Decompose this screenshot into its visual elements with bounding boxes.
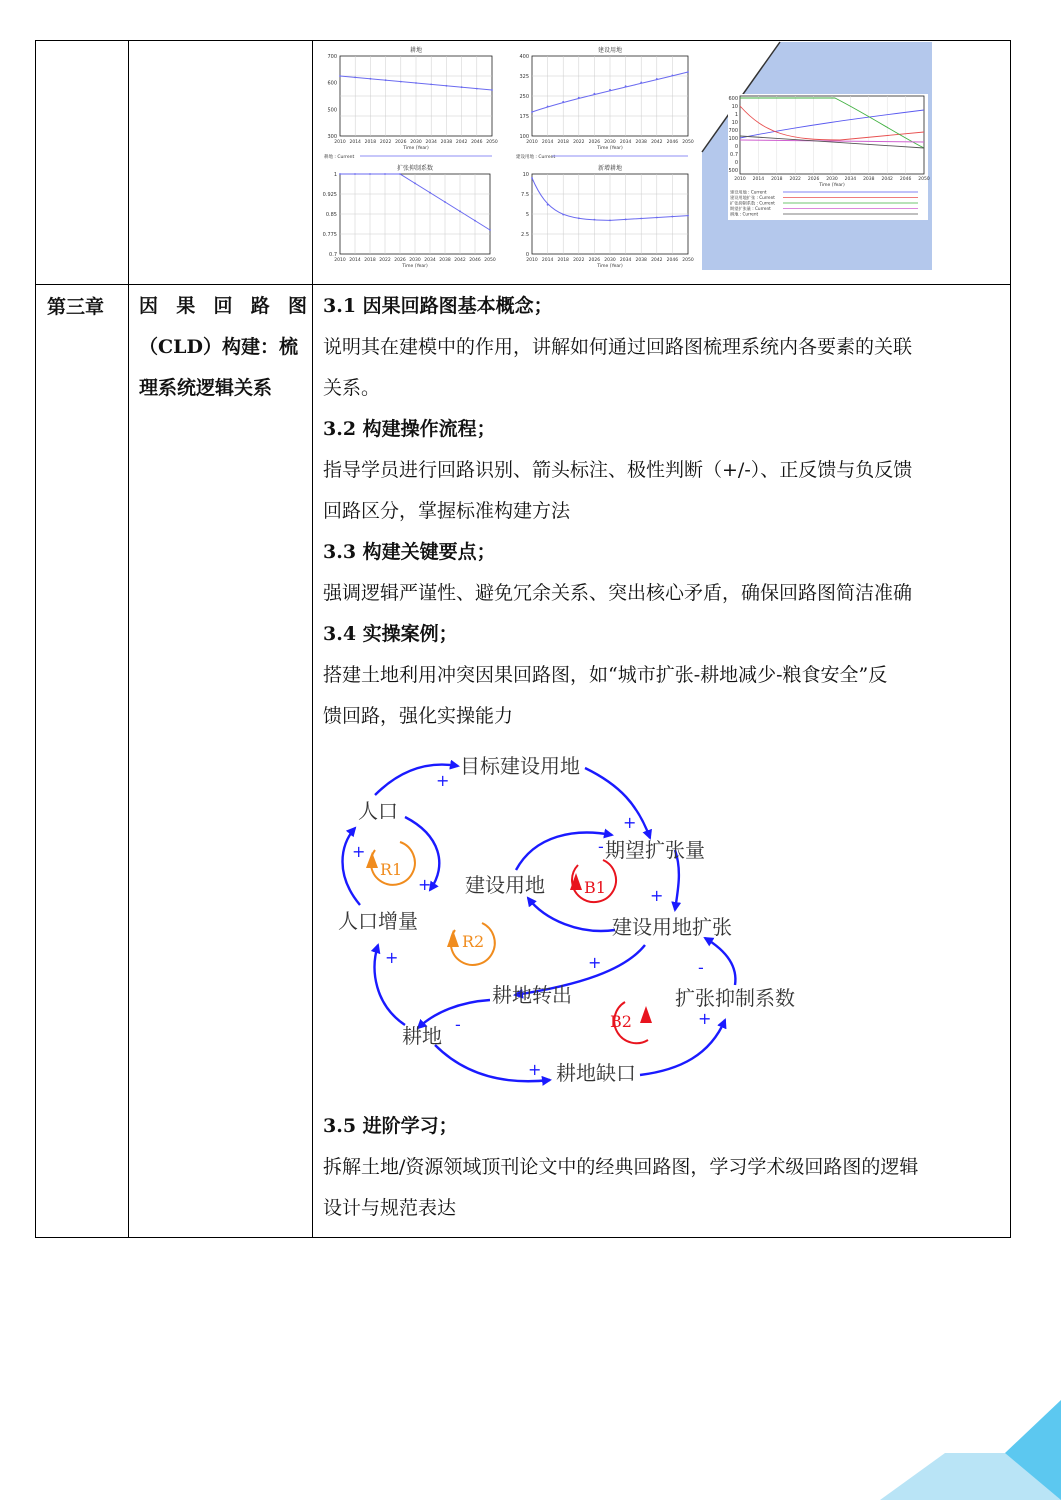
legend-label: 扩张抑制系数 : Current bbox=[730, 200, 775, 206]
series-point bbox=[687, 215, 689, 217]
legend-label: 建设用地 : Current bbox=[516, 155, 556, 160]
advanced-section bbox=[323, 1106, 1003, 1229]
y-tick-label: 7.5 bbox=[521, 192, 529, 198]
series-point bbox=[547, 105, 549, 107]
x-tick-label: 2022 bbox=[379, 140, 392, 145]
x-tick-label: 2038 bbox=[635, 258, 647, 263]
node-population-growth: 人口增量 bbox=[338, 909, 418, 933]
x-tick-label: 2042 bbox=[455, 140, 468, 145]
y-tick-label: 500 bbox=[327, 107, 337, 114]
x-axis-label: Time (Year) bbox=[597, 264, 623, 269]
node-population: 人口 bbox=[358, 799, 398, 823]
node-target-land: 目标建设用地 bbox=[460, 754, 580, 778]
link-expand-built bbox=[528, 898, 615, 931]
section-heading: 3.4 实操案例； bbox=[323, 623, 458, 645]
y-tick-label: 300 bbox=[327, 134, 337, 140]
x-tick-label: 2010 bbox=[526, 258, 538, 263]
table-border-right bbox=[1010, 40, 1011, 1238]
series-point bbox=[446, 85, 448, 87]
x-tick-label: 2030 bbox=[604, 258, 616, 263]
x-tick-label: 2046 bbox=[899, 177, 912, 182]
chart-title: 扩张抑制系数 bbox=[396, 165, 434, 172]
sign-plus: + bbox=[698, 1009, 712, 1028]
section-body: 关系。 bbox=[323, 377, 381, 399]
loop-r1 bbox=[366, 842, 415, 885]
x-tick-label: 2010 bbox=[734, 177, 746, 182]
y-tick-label: 10 bbox=[731, 120, 738, 126]
y-tick-label: 5 bbox=[525, 212, 529, 218]
x-tick-label: 2026 bbox=[588, 258, 601, 263]
table-border-top bbox=[35, 40, 1011, 41]
series-point bbox=[459, 210, 461, 212]
x-tick-label: 2030 bbox=[409, 258, 421, 263]
x-tick-label: 2050 bbox=[682, 140, 694, 145]
sign-plus: + bbox=[588, 953, 602, 972]
chapter-title-line3: 理系统逻辑关系 bbox=[139, 377, 273, 399]
chart-composite-plot bbox=[728, 94, 928, 220]
sign-minus: - bbox=[455, 1015, 461, 1034]
causal-loop-diagram bbox=[330, 740, 820, 1100]
x-tick-label: 2042 bbox=[881, 177, 893, 182]
legend-label: 耕地 : Current bbox=[730, 211, 759, 217]
corner-decoration bbox=[870, 1395, 1061, 1500]
x-tick-label: 2018 bbox=[771, 177, 783, 182]
series-point bbox=[476, 88, 478, 90]
x-tick-label: 2034 bbox=[425, 140, 437, 145]
y-tick-label: 600 bbox=[327, 80, 337, 87]
series-point bbox=[625, 85, 627, 87]
y-tick-label: 700 bbox=[728, 128, 738, 134]
x-tick-label: 2030 bbox=[826, 177, 838, 182]
section-body: 强调逻辑严谨性、避免冗余关系、突出核心矛盾，确保回路图简洁准确 bbox=[323, 582, 913, 604]
x-tick-label: 2018 bbox=[364, 140, 377, 145]
series-point bbox=[531, 177, 533, 179]
x-tick-label: 2046 bbox=[666, 140, 679, 145]
series-point bbox=[339, 75, 341, 77]
x-tick-label: 2046 bbox=[666, 258, 679, 263]
x-tick-label: 2030 bbox=[410, 140, 422, 145]
series-point bbox=[609, 220, 611, 222]
series-point bbox=[354, 173, 356, 175]
series-point bbox=[562, 214, 564, 216]
legend-label: 建设用地扩张 : Current bbox=[730, 195, 775, 200]
x-tick-label: 2034 bbox=[619, 258, 632, 263]
sign-minus: - bbox=[698, 958, 704, 977]
x-tick-label: 2014 bbox=[541, 258, 554, 263]
series-point bbox=[687, 71, 689, 73]
series-point bbox=[672, 75, 674, 77]
section-heading: 3.3 构建关键要点； bbox=[323, 541, 496, 563]
title-char: 图 bbox=[287, 295, 307, 317]
section-body: 回路区分，掌握标准构建方法 bbox=[323, 500, 571, 522]
x-tick-label: 2030 bbox=[604, 140, 616, 145]
x-tick-label: 2018 bbox=[557, 258, 569, 263]
series-point bbox=[672, 216, 674, 218]
y-tick-label: 700 bbox=[327, 54, 337, 60]
legend-label: 建设用地 : Current bbox=[730, 189, 767, 195]
svg-text:R2: R2 bbox=[462, 932, 485, 951]
series-point bbox=[578, 97, 580, 99]
y-tick-label: 0.925 bbox=[322, 192, 337, 198]
x-tick-label: 2034 bbox=[424, 258, 436, 263]
chapter-title-line1 bbox=[139, 286, 307, 327]
chapter-content bbox=[323, 286, 1003, 737]
series-point bbox=[414, 182, 416, 184]
node-construction-land: 建设用地 bbox=[465, 873, 545, 897]
chart-farmland bbox=[320, 42, 500, 164]
legend-label: 期望扩张量 : Current bbox=[730, 206, 771, 211]
sign-plus: + bbox=[528, 1060, 542, 1079]
chart-title: 耕地 bbox=[409, 47, 423, 54]
x-tick-label: 2014 bbox=[349, 140, 361, 145]
x-axis-label: Time (Year) bbox=[403, 146, 429, 151]
chart-new-farmland bbox=[510, 160, 695, 272]
title-char: 路 bbox=[250, 295, 270, 317]
y-tick-label: 0.7 bbox=[730, 152, 738, 158]
svg-text:B1: B1 bbox=[584, 878, 606, 897]
table-column-divider-1 bbox=[128, 40, 129, 1238]
y-tick-label: 0 bbox=[734, 144, 738, 150]
legend-label: 耕地 : Current bbox=[324, 155, 355, 160]
link-popgrow-pop bbox=[343, 828, 361, 905]
y-tick-label: 0.85 bbox=[325, 212, 337, 218]
x-tick-label: 2022 bbox=[789, 177, 801, 182]
x-tick-label: 2042 bbox=[651, 140, 663, 145]
y-tick-label: 250 bbox=[519, 94, 529, 100]
link-restrain-expand bbox=[705, 938, 735, 985]
x-tick-label: 2018 bbox=[557, 140, 569, 145]
series-point bbox=[491, 89, 493, 91]
series-point bbox=[415, 82, 417, 84]
series-point bbox=[430, 84, 432, 86]
section-body: 指导学员进行回路识别、箭头标注、极性判断（+/-）、正反馈与负反馈 bbox=[323, 459, 913, 481]
node-construction-expansion: 建设用地扩张 bbox=[612, 915, 732, 939]
series-point bbox=[369, 173, 371, 175]
x-tick-label: 2022 bbox=[573, 140, 585, 145]
y-tick-label: 600 bbox=[728, 96, 738, 102]
node-expected-expansion: 期望扩张量 bbox=[605, 838, 705, 862]
x-tick-label: 2010 bbox=[526, 140, 538, 145]
series-point bbox=[640, 82, 642, 84]
x-tick-label: 2022 bbox=[573, 258, 585, 263]
section-heading: 3.5 进阶学习； bbox=[323, 1115, 458, 1137]
x-tick-label: 2050 bbox=[484, 258, 496, 263]
sign-plus: + bbox=[352, 842, 366, 861]
loop-b2 bbox=[610, 1002, 652, 1043]
loop-r2 bbox=[447, 923, 495, 965]
title-char: 回 bbox=[213, 295, 233, 317]
section-body: 搭建土地利用冲突因果回路图，如“城市扩张-耕地减少-粮食安全”反 bbox=[323, 664, 888, 686]
x-tick-label: 2038 bbox=[863, 177, 875, 182]
chart-construction-land bbox=[510, 42, 695, 164]
link-target-expect bbox=[585, 768, 650, 838]
chart-title: 新增耕地 bbox=[597, 165, 623, 172]
series-point bbox=[625, 219, 627, 221]
node-farmland: 耕地 bbox=[402, 1024, 442, 1048]
section-body: 说明其在建模中的作用，讲解如何通过回路图梳理系统内各要素的关联 bbox=[323, 336, 913, 358]
x-tick-label: 2050 bbox=[682, 258, 694, 263]
series-point bbox=[640, 218, 642, 220]
y-tick-label: 175 bbox=[519, 114, 529, 120]
sign-plus: + bbox=[436, 771, 450, 790]
series-point bbox=[399, 173, 401, 175]
x-tick-label: 2042 bbox=[651, 258, 663, 263]
x-tick-label: 2046 bbox=[471, 140, 483, 145]
x-tick-label: 2038 bbox=[439, 258, 451, 263]
node-restraint-coefficient: 扩张抑制系数 bbox=[675, 986, 795, 1010]
series-point bbox=[594, 219, 596, 221]
table-row-divider bbox=[35, 284, 1011, 285]
x-tick-label: 2050 bbox=[486, 140, 498, 145]
y-tick-label: 0 bbox=[525, 252, 529, 258]
chart-restraint-coefficient bbox=[320, 160, 500, 272]
chapter-title-line2: （CLD）构建：梳 bbox=[139, 336, 298, 358]
series-point bbox=[578, 217, 580, 219]
series-point bbox=[384, 173, 386, 175]
y-tick-label: 100 bbox=[728, 136, 738, 142]
section-heading: 3.2 构建操作流程； bbox=[323, 418, 496, 440]
section-body: 馈回路，强化实操能力 bbox=[323, 705, 514, 727]
x-tick-label: 2026 bbox=[395, 140, 407, 145]
y-tick-label: 0.775 bbox=[322, 232, 337, 238]
link-gap-restrain bbox=[640, 1020, 725, 1075]
series-point bbox=[429, 192, 431, 194]
series-point bbox=[400, 81, 402, 83]
sign-plus: + bbox=[650, 886, 664, 905]
x-tick-label: 2018 bbox=[364, 258, 376, 263]
sign-plus: + bbox=[385, 948, 399, 967]
series-point bbox=[370, 78, 372, 80]
x-tick-label: 2038 bbox=[635, 140, 647, 145]
y-tick-label: 325 bbox=[519, 74, 529, 80]
x-tick-label: 2014 bbox=[541, 140, 554, 145]
series-point bbox=[474, 220, 476, 222]
section-body: 设计与规范表达 bbox=[323, 1197, 457, 1219]
x-tick-label: 2038 bbox=[440, 140, 453, 145]
y-tick-label: 500 bbox=[728, 168, 738, 174]
x-tick-label: 2010 bbox=[334, 258, 346, 263]
title-char: 果 bbox=[176, 295, 196, 317]
x-tick-label: 2026 bbox=[394, 258, 406, 263]
series-point bbox=[531, 111, 533, 113]
x-tick-label: 2034 bbox=[844, 177, 857, 182]
series-point bbox=[562, 101, 564, 103]
y-tick-label: 1 bbox=[734, 112, 738, 118]
series-point bbox=[547, 204, 549, 206]
x-axis-label: Time (Year) bbox=[597, 146, 623, 151]
y-tick-label: 2.5 bbox=[521, 232, 529, 238]
sign-plus: + bbox=[418, 875, 432, 894]
x-tick-label: 2014 bbox=[349, 258, 361, 263]
x-axis-label: Time (Year) bbox=[402, 264, 428, 269]
chapter-title bbox=[139, 286, 307, 409]
y-tick-label: 400 bbox=[519, 54, 529, 60]
series-point bbox=[656, 217, 658, 219]
series-point bbox=[444, 201, 446, 203]
node-farmland-gap: 耕地缺口 bbox=[556, 1061, 636, 1085]
series-point bbox=[656, 78, 658, 80]
x-tick-label: 2010 bbox=[334, 140, 346, 145]
series-point bbox=[385, 79, 387, 81]
table-column-divider-2 bbox=[312, 40, 313, 1238]
series-point bbox=[489, 229, 491, 231]
x-tick-label: 2046 bbox=[469, 258, 481, 263]
y-tick-label: 10 bbox=[731, 104, 738, 110]
series-point bbox=[609, 89, 611, 91]
series-point bbox=[354, 77, 356, 79]
y-tick-label: 1 bbox=[333, 172, 337, 178]
sign-minus: - bbox=[598, 837, 604, 856]
y-tick-label: 0.7 bbox=[329, 252, 337, 258]
series-point bbox=[594, 93, 596, 95]
svg-text:R1: R1 bbox=[380, 860, 403, 879]
y-tick-label: 100 bbox=[519, 134, 529, 140]
table-border-bottom bbox=[35, 1237, 1011, 1238]
series-point bbox=[461, 86, 463, 88]
chart-title: 建设用地 bbox=[597, 47, 623, 54]
section-body: 拆解土地/资源领域顶刊论文中的经典回路图，学习学术级回路图的逻辑 bbox=[323, 1156, 919, 1178]
x-tick-label: 2026 bbox=[807, 177, 820, 182]
chapter-label: 第三章 bbox=[47, 296, 105, 318]
x-tick-label: 2034 bbox=[619, 140, 632, 145]
section-heading: 3.1 因果回路图基本概念； bbox=[323, 295, 553, 317]
sign-plus: + bbox=[623, 813, 637, 832]
x-tick-label: 2026 bbox=[588, 140, 601, 145]
y-tick-label: 10 bbox=[522, 172, 529, 178]
svg-text:B2: B2 bbox=[610, 1012, 632, 1031]
x-tick-label: 2050 bbox=[918, 177, 930, 182]
table-border-left bbox=[35, 40, 36, 1238]
x-tick-label: 2022 bbox=[379, 258, 391, 263]
title-char: 因 bbox=[139, 295, 159, 317]
loop-b1 bbox=[570, 860, 616, 902]
y-tick-label: 0 bbox=[734, 160, 738, 166]
series-point bbox=[339, 173, 341, 175]
x-tick-label: 2042 bbox=[454, 258, 466, 263]
x-tick-label: 2014 bbox=[752, 177, 765, 182]
node-farmland-transfer: 耕地转出 bbox=[492, 983, 572, 1007]
x-axis-label: Time (Year) bbox=[819, 183, 845, 188]
